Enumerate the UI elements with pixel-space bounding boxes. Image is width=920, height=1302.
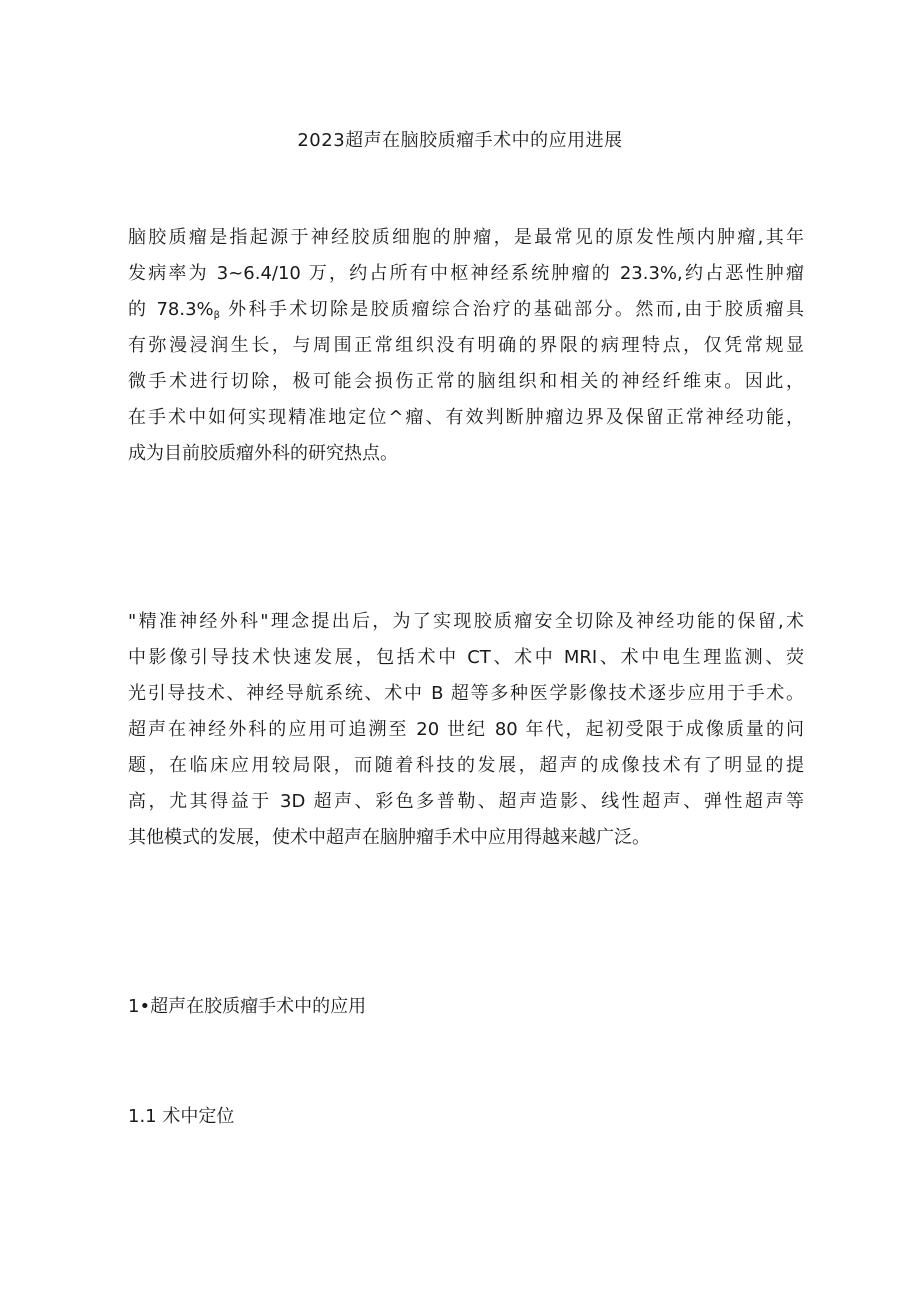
paragraph-line: 光引导技术、神经导航系统、术中 B 超等多种医学影像技术逐步应用于手术。 bbox=[128, 683, 804, 704]
subscript-symbol: β bbox=[213, 310, 221, 321]
paragraph-line: 微手术进行切除，极可能会损伤正常的脑组织和相关的神经纤维束。因此， bbox=[128, 371, 804, 392]
paragraph-precision-neurosurgery bbox=[128, 604, 804, 856]
paragraph-line: 中影像引导技术快速发展，包括术中 CT、术中 MRI、术中电生理监测、荧 bbox=[128, 647, 804, 668]
line-prefix: 的 78.3% bbox=[128, 299, 214, 320]
paragraph-line: 成为目前胶质瘤外科的研究热点。 bbox=[128, 443, 398, 464]
line-rest: 外科手术切除是胶质瘤综合治疗的基础部分。然而,由于胶质瘤具 bbox=[228, 299, 805, 320]
paragraph-line: 其他模式的发展，使术中超声在脑肿瘤手术中应用得越来越广泛。 bbox=[128, 827, 650, 848]
paragraph-line: 脑胶质瘤是指起源于神经胶质细胞的肿瘤，是最常见的原发性颅内肿瘤,其年 bbox=[128, 227, 804, 248]
paragraph-line: 题，在临床应用较局限，而随着科技的发展，超声的成像技术有了明显的提 bbox=[128, 755, 804, 776]
paragraph-line-with-subscript bbox=[128, 292, 804, 328]
section-heading: 1•超声在胶质瘤手术中的应用 bbox=[128, 996, 367, 1017]
paragraph-line: 发病率为 3~6.4/10 万，约占所有中枢神经系统肿瘤的 23.3%,约占恶性肿瘤 bbox=[128, 263, 804, 284]
paragraph-line: 超声在神经外科的应用可追溯至 20 世纪 80 年代，起初受限于成像质量的问 bbox=[128, 719, 804, 740]
document-title: 2023超声在脑胶质瘤手术中的应用进展 bbox=[297, 130, 623, 151]
paragraph-intro bbox=[128, 220, 804, 472]
subsection-heading: 1.1 术中定位 bbox=[128, 1106, 235, 1127]
paragraph-line: 在手术中如何实现精准地定位^瘤、有效判断肿瘤边界及保留正常神经功能， bbox=[128, 407, 804, 428]
paragraph-line: 高，尤其得益于 3D 超声、彩色多普勒、超声造影、线性超声、弹性超声等 bbox=[128, 791, 804, 812]
paragraph-line: "精准神经外科"理念提出后，为了实现胶质瘤安全切除及神经功能的保留,术 bbox=[128, 611, 804, 632]
paragraph-line: 有弥漫浸润生长，与周围正常组织没有明确的界限的病理特点，仅凭常规显 bbox=[128, 335, 804, 356]
